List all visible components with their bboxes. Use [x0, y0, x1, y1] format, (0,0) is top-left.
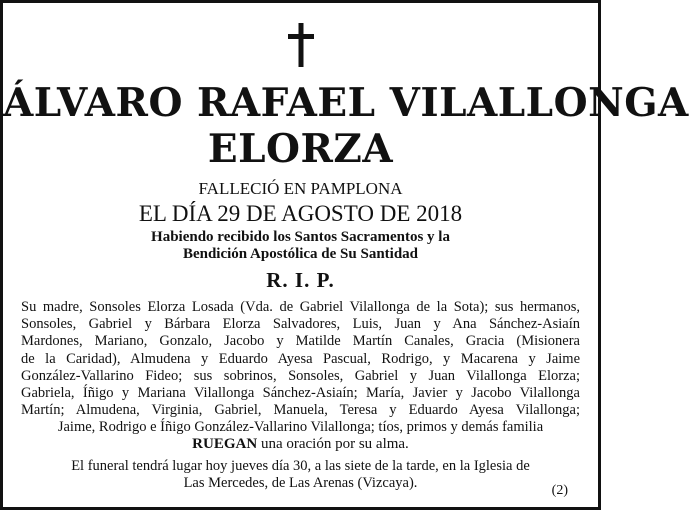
deceased-name-line-2: ELORZA [207, 126, 394, 172]
funeral-line-2: Las Mercedes, de Las Arenas (Vizcaya). [183, 475, 418, 491]
death-place: FALLECIÓ EN PAMPLONA [198, 179, 403, 198]
family-line: de la Caridad), Almudena y Eduardo Ayesa Pascual, Rodrigo, y Macarena y Jaime [21, 350, 580, 367]
family-line: Sonsoles, Gabriel y Bárbara Elorza Salvadores, Luis, Juan y Ana Sánchez-Asiaín [21, 316, 580, 333]
family-paragraph [21, 299, 580, 437]
funeral-info [23, 458, 578, 492]
family-line: González-Vallarino Fideo; sus sobrinos, Sonsoles, Gabriel y Juan Vilallonga Elorza; [21, 367, 580, 384]
notice-index: (2) [551, 483, 568, 498]
family-line: Mardones, Mariano, Gonzalo, Jacobo y Matilde Martín Canales, Gracia (Misionera [21, 333, 580, 350]
family-line: Jaime, Rodrigo e Íñigo González-Vallarino Vilallonga; tíos, primos y demás familia [57, 419, 544, 436]
funeral-line-1: El funeral tendrá lugar hoy jueves día 30, a las siete de la tarde, en la Iglesia de [71, 458, 530, 474]
family-line: Gabriela, Íñigo y Mariana Vilallonga Sánchez-Asiaín; María, Javier y Jacobo Vilallonga [21, 385, 580, 402]
latin-cross-icon [288, 23, 314, 67]
family-line: Su madre, Sonsoles Elorza Losada (Vda. de Gabriel Vilallonga de la Sota); sus hermanos, [21, 299, 580, 315]
death-date: EL DÍA 29 DE AGOSTO DE 2018 [138, 201, 463, 226]
rip-heading: R. I. P. [266, 268, 335, 292]
sacraments-line-2: Bendición Apostólica de Su Santidad [182, 246, 419, 262]
sacraments-line-1: Habiendo recibido los Santos Sacramentos y la [151, 229, 450, 245]
prayer-request [3, 435, 598, 453]
cross-icon-wrapper [3, 23, 598, 67]
prayer-request-bold: RUEGAN [192, 436, 258, 452]
sacraments-text [3, 229, 598, 263]
family-line: Martín; Almudena, Virginia, Gabriel, Manuela, Teresa y Eduardo Ayesa Vilallonga; [21, 402, 580, 419]
prayer-request-rest: una oración por su alma. [257, 436, 409, 452]
deceased-name-line-1: ÁLVARO RAFAEL VILALLONGA [3, 80, 689, 126]
